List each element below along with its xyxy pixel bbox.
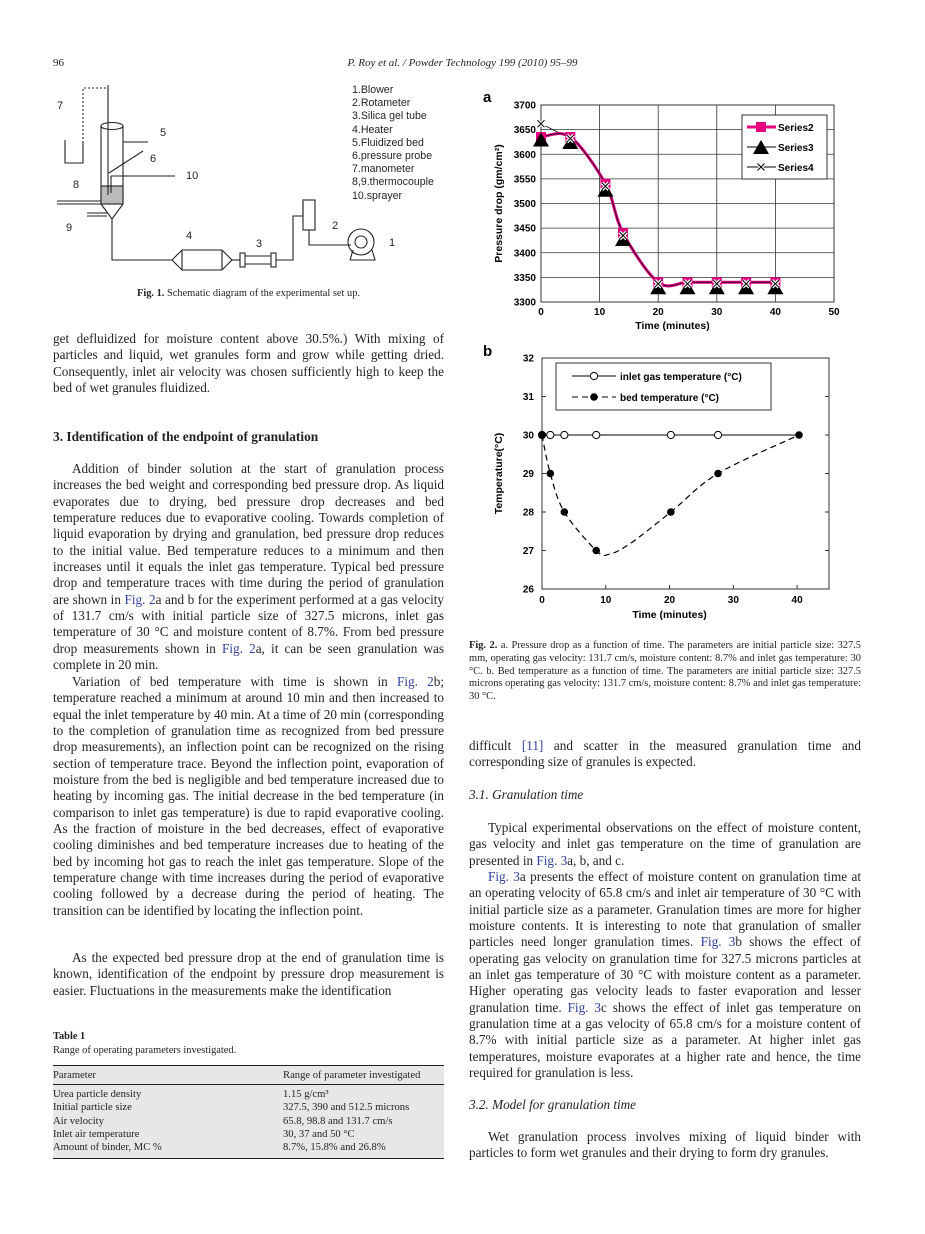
legend-label: Series2 bbox=[778, 123, 814, 134]
y-tick-label: 3550 bbox=[513, 174, 536, 186]
reference-link[interactable]: Fig. 2 bbox=[222, 640, 256, 656]
bed-point bbox=[592, 547, 600, 555]
fig1-label-4: 4 bbox=[186, 230, 193, 242]
inlet-point bbox=[547, 431, 554, 438]
legend-label: bed temperature (°C) bbox=[620, 393, 720, 404]
reference-link[interactable]: Fig. 2 bbox=[124, 591, 156, 607]
reference-link[interactable]: Fig. 3 bbox=[700, 934, 736, 950]
x-tick-label: 50 bbox=[828, 307, 840, 318]
text-run: a and b for the experiment performed at a gas velocity of 131.7 cm/s with initial particle size of 327.5 microns, inlet gas temperature of 30 °C and moisture content of 8.7%. From bed pressure drop measurements shown in bbox=[53, 591, 444, 656]
right-para-3 bbox=[469, 869, 861, 1081]
bed-line bbox=[542, 435, 799, 556]
x-axis-label: Time (minutes) bbox=[635, 320, 710, 332]
table-cell: 30, 37 and 50 °C bbox=[283, 1128, 355, 1140]
y-tick-label: 3300 bbox=[513, 297, 536, 309]
y-tick-label: 32 bbox=[522, 353, 534, 365]
page-number: 96 bbox=[53, 57, 64, 69]
inlet-point bbox=[561, 431, 568, 438]
text-run: Wet granulation process involves mixing of liquid binder with particles to form wet granules and their drying to form dry granules. bbox=[469, 1129, 861, 1161]
x-tick-label: 20 bbox=[652, 307, 664, 318]
x-tick-label: 0 bbox=[539, 595, 545, 606]
text-run: b; temperature reached a minimum at around 10 min and then increased to equal the inlet temperature by 40 min. At a time of 20 min (corresponding to the completion of granulation time as recognized from bed pressure drop measurements), an inflection point can be recognized on the rising section of temperature trace. Beyond the inflection point, evaporation of moisture from the bed is negligible and bed temperature increased due to heating by incoming gas. The initial decrease in the bed temperature (in comparison to inlet gas temperature) is due to rapid evaporative cooling. As the fraction of moisture in the bed decreases, effect of evaporative cooling diminishes and bed temperature increases due to heating of the bed by incoming hot gas to reach the inlet gas temperature. Slope of the temperature change with time increases during the period of evaporative cooling followed by a decrease during the period of heating. The transition can be identified by locating the inflection point. bbox=[53, 674, 445, 918]
left-para-4 bbox=[53, 950, 444, 999]
x-axis-label: Time (minutes) bbox=[632, 609, 707, 621]
x-tick-label: 40 bbox=[791, 595, 803, 606]
legend-label: Series4 bbox=[778, 163, 814, 174]
y-tick-label: 30 bbox=[522, 430, 534, 442]
x-tick-label: 10 bbox=[594, 307, 606, 318]
y-tick-label: 3600 bbox=[513, 149, 536, 161]
table1 bbox=[53, 1065, 444, 1159]
y-tick-label: 3500 bbox=[513, 199, 536, 210]
table-header-range: Range of parameter investigated bbox=[283, 1066, 444, 1085]
x-tick-label: 30 bbox=[711, 307, 723, 318]
bed-point bbox=[795, 431, 803, 439]
right-para-1 bbox=[469, 738, 861, 771]
fig1-schematic bbox=[45, 80, 465, 285]
table-cell: Initial particle size bbox=[53, 1102, 132, 1114]
reference-link[interactable]: Fig. 3 bbox=[536, 852, 568, 868]
x-tick-label: 0 bbox=[538, 307, 544, 318]
panel-label: b bbox=[483, 343, 493, 360]
y-tick-label: 3400 bbox=[513, 248, 536, 260]
fig1-label-1: 1 bbox=[389, 237, 396, 249]
y-tick-label: 3650 bbox=[513, 125, 536, 137]
table1-label: Table 1 bbox=[53, 1031, 86, 1042]
inlet-point bbox=[593, 431, 600, 438]
panel-label: a bbox=[483, 89, 492, 106]
fig1-label-7: 7 bbox=[57, 100, 64, 112]
y-tick-label: 3450 bbox=[513, 223, 536, 235]
y-axis-label: Pressure drop (gm/cm²) bbox=[493, 144, 505, 263]
fig2-caption bbox=[469, 640, 861, 704]
fig1-caption-label: Fig. 1. bbox=[136, 288, 165, 299]
bed-point bbox=[561, 508, 569, 516]
text-run: and scatter in the measured granulation time and corresponding size of granules is expected. bbox=[469, 738, 861, 770]
fig1-legend-item: 5.Fluidized bed bbox=[352, 136, 424, 149]
text-run: Variation of bed temperature with time is shown in bbox=[72, 674, 397, 689]
reference-link[interactable]: [11] bbox=[521, 738, 544, 753]
table-cell: 8.7%, 15.8% and 26.8% bbox=[283, 1141, 444, 1159]
running-title: P. Roy et al. / Powder Technology 199 (2010) 95–99 bbox=[347, 57, 578, 69]
table-cell: 65.8, 98.8 and 131.7 cm/s bbox=[283, 1115, 393, 1127]
fig1-label-5: 5 bbox=[160, 127, 167, 139]
table-row bbox=[53, 1115, 444, 1128]
section-3-2-heading: 3.2. Model for granulation time bbox=[469, 1097, 637, 1112]
section-3-heading: 3. Identification of the endpoint of granulation bbox=[53, 429, 319, 444]
text-run: b shows the effect of operating gas velocity on granulation time for 327.5 microns particles at an inlet gas temperature of 30 °C with moisture content as a parameter. Higher operating gas velocity leads to faster evaporation and lesser granulation time. bbox=[469, 934, 861, 1015]
right-para-4 bbox=[469, 1129, 861, 1162]
text-run: Typical experimental observations on the effect of moisture content, gas velocity and inlet gas temperature on the time of granulation are presented in bbox=[469, 820, 861, 868]
fig2a-chart bbox=[480, 85, 860, 335]
text-run: c shows the effect of inlet gas temperature on granulation time at a gas velocity of 65.8 cm/s for a moisture content of 8.7% with initial particle size as a parameter. At higher inlet gas temperatures, moisture evaporates at a higher rate and hence, the time required for granulation is less. bbox=[469, 999, 862, 1081]
y-tick-label: 29 bbox=[522, 469, 534, 480]
y-tick-label: 31 bbox=[522, 392, 534, 403]
legend-label: Series3 bbox=[778, 143, 814, 154]
x-tick-label: 10 bbox=[600, 595, 612, 606]
fig1-legend-item: 2.Rotameter bbox=[352, 97, 411, 110]
fig1-legend-item: 1.Blower bbox=[352, 84, 394, 96]
fig1-legend-item: 7.manometer bbox=[352, 163, 415, 176]
fig1-label-10: 10 bbox=[186, 170, 199, 182]
y-tick-label: 27 bbox=[522, 546, 534, 557]
y-tick-label: 3350 bbox=[513, 272, 536, 284]
inlet-point bbox=[714, 431, 721, 438]
left-para-2 bbox=[53, 461, 444, 673]
table1-grid bbox=[53, 1065, 444, 1159]
right-para-2 bbox=[469, 820, 861, 869]
fig1-caption bbox=[53, 288, 444, 301]
y-tick-label: 26 bbox=[522, 584, 534, 596]
text-run: As the expected bed pressure drop at the end of granulation time is known, identification of the endpoint by pressure drop measurement is easier. Fluctuations in the measurements make the identification bbox=[53, 950, 444, 998]
table-row bbox=[53, 1085, 444, 1102]
bed-point bbox=[546, 470, 554, 478]
legend-label: inlet gas temperature (°C) bbox=[620, 372, 742, 383]
y-tick-label: 3700 bbox=[513, 100, 536, 112]
text-run: difficult bbox=[469, 738, 522, 753]
inlet-point bbox=[667, 431, 674, 438]
legend-marker bbox=[590, 393, 598, 401]
fig1-legend-item: 8,9.thermocouple bbox=[352, 176, 434, 189]
table-header-parameter: Parameter bbox=[53, 1066, 283, 1085]
fig2b-chart bbox=[480, 340, 860, 630]
fig2-caption-label: Fig. 2. bbox=[469, 640, 498, 651]
fig2-caption-text: a. Pressure drop as a function of time. The parameters are initial particle size: 327.5 mm, operating gas velocity: 131.7 cm/s, moisture content: 8.7% and inlet gas temperature: 30 °C. b. Bed temperature as a function of time. The parameters are initial particle size: 327.5 microns operating gas velocity: 131.7 cm/s, moisture content: 8.7% and inlet gas temperature: 30 °C. bbox=[469, 640, 861, 703]
x-tick-label: 40 bbox=[769, 307, 781, 318]
reference-link[interactable]: Fig. 3 bbox=[488, 869, 520, 884]
fig1-legend-item: 6.pressure probe bbox=[352, 150, 433, 163]
table-row bbox=[53, 1128, 444, 1141]
fig1-label-9: 9 bbox=[66, 222, 73, 234]
fig1-label-6: 6 bbox=[150, 153, 157, 165]
text-run: Addition of binder solution at the start of granulation process increases the bed weight and corresponding bed pressure drop. As liquid evaporates due to drying, bed pressure drop decreases and bed temperature reduces due to evaporative cooling. Towards completion of liquid evaporation by drying and granulation, bed pressure drop reduces to the initial value. Bed temperature reduces to a minimum and then increases until it equals the inlet gas temperature. Typical bed pressure drop and temperature traces with time during the period of granulation are shown in bbox=[53, 461, 444, 607]
fig1-legend-item: 10.sprayer bbox=[352, 189, 403, 202]
legend-marker bbox=[590, 372, 597, 379]
fig1-legend bbox=[352, 84, 434, 203]
y-axis-label: Temperature(°C) bbox=[493, 432, 505, 515]
fig1-legend-item: 3.Silica gel tube bbox=[352, 110, 427, 123]
fig1-label-2: 2 bbox=[332, 220, 339, 232]
table-row bbox=[53, 1101, 444, 1114]
left-para-1 bbox=[53, 331, 444, 396]
table-cell: Urea particle density bbox=[53, 1089, 142, 1101]
table-cell: 327.5, 390 and 512.5 microns bbox=[283, 1102, 410, 1114]
fig1-label-8: 8 bbox=[73, 179, 80, 191]
reference-link[interactable]: Fig. 2 bbox=[397, 674, 434, 689]
bed-point bbox=[714, 470, 722, 478]
reference-link[interactable]: Fig. 3 bbox=[567, 999, 601, 1015]
text-run: a, it can be seen granulation was complete in 20 min. bbox=[53, 640, 445, 673]
legend-marker bbox=[756, 122, 766, 132]
bed-point bbox=[538, 431, 546, 439]
section-3-1-heading: 3.1. Granulation time bbox=[469, 787, 584, 802]
bed-point bbox=[667, 508, 675, 516]
table-row bbox=[53, 1141, 444, 1159]
y-tick-label: 28 bbox=[522, 507, 534, 519]
text-run: get defluidized for moisture content above 30.5%.) With mixing of particles and liquid, wet granules form and grow while getting dried. Consequently, inlet air velocity was chosen sufficiently high to keep the bed of wet granules fluidized. bbox=[53, 331, 444, 396]
x-tick-label: 30 bbox=[727, 595, 739, 606]
text-run: a, b, and c. bbox=[567, 852, 625, 868]
table-cell: 1.15 g/cm³ bbox=[283, 1089, 329, 1101]
text-run: a presents the effect of moisture content on granulation time at an operating velocity of 65.8 cm/s and inlet air temperature of 30 °C with initial particle size as a parameter. Granulation times are more for higher moisture contents. It is interesting to note that granulation of smaller particles need longer granulation times. bbox=[469, 869, 861, 950]
fig1-caption-text: Schematic diagram of the experimental set up. bbox=[164, 288, 361, 299]
table-cell: Amount of binder, MC % bbox=[53, 1141, 283, 1159]
x-tick-label: 20 bbox=[663, 595, 676, 606]
table1-caption: Range of operating parameters investigated. bbox=[53, 1045, 237, 1056]
left-para-3 bbox=[53, 674, 444, 919]
table-cell: Air velocity bbox=[53, 1115, 104, 1127]
fig1-legend-item: 4.Heater bbox=[352, 123, 393, 136]
table-cell: Inlet air temperature bbox=[53, 1128, 140, 1140]
fig1-label-3: 3 bbox=[256, 238, 263, 250]
